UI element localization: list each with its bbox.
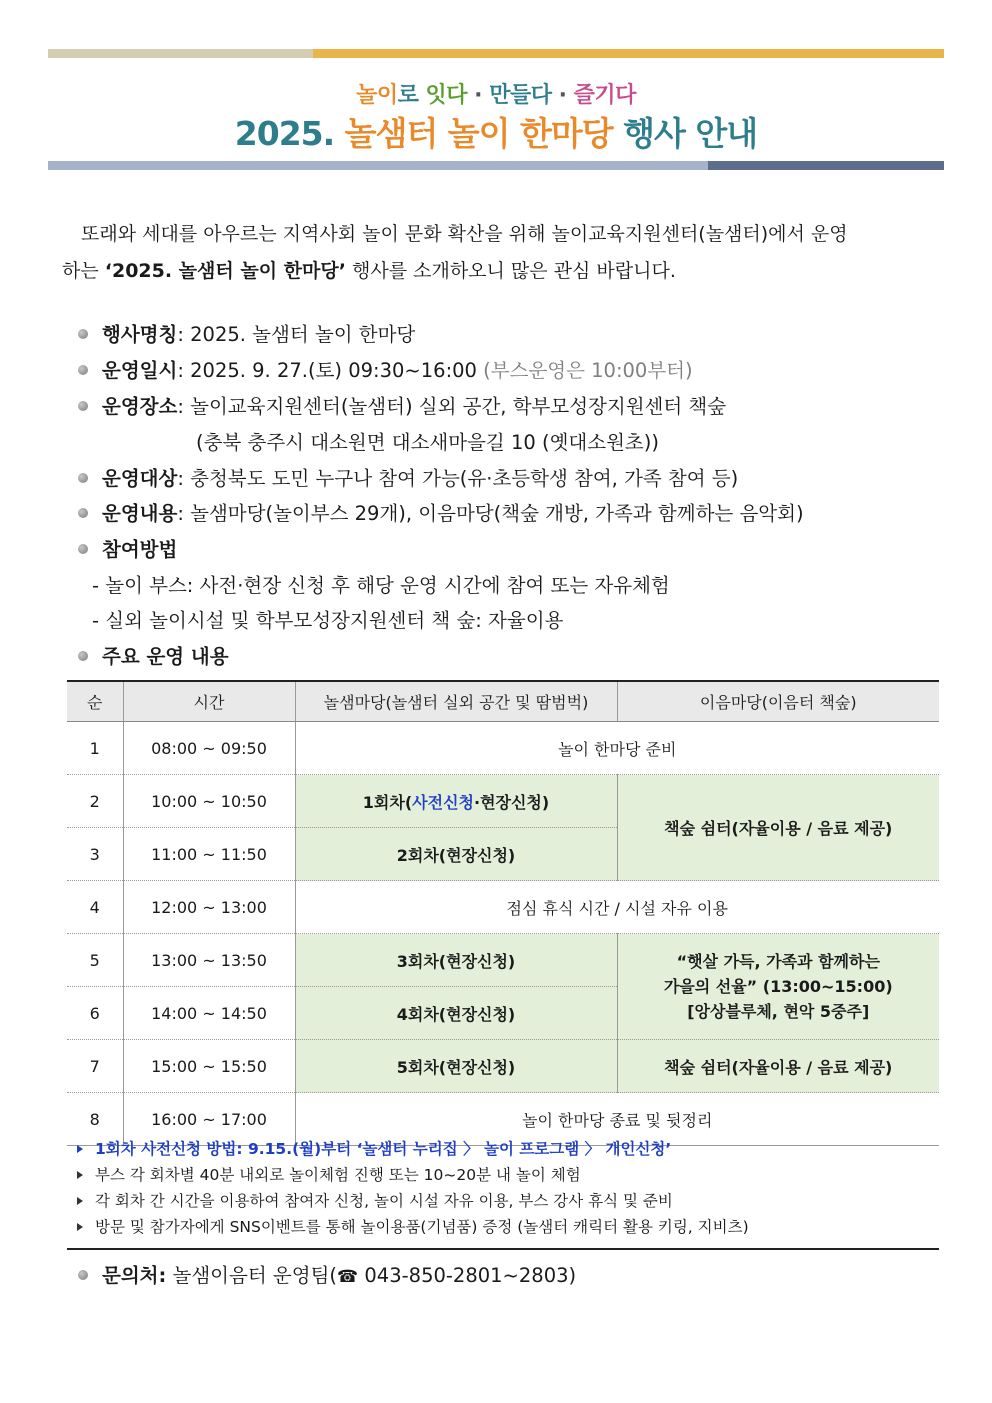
row-no: 8 (67, 1093, 123, 1146)
note-item (67, 1136, 939, 1162)
info-value: : 충청북도 도민 누구나 참여 가능(유·초등학생 참여, 가족 참여 등) (177, 467, 739, 490)
intro-line-2 (62, 253, 928, 290)
info-label: 운영장소 (102, 395, 178, 418)
col-header-time: 시간 (123, 681, 295, 722)
col-header-ieum: 이음마당(이음터 책숲) (617, 681, 939, 722)
info-value: : 놀샘마당(놀이부스 29개), 이음마당(책숲 개방, 가족과 함께하는 음악회) (177, 502, 804, 525)
contact-value: 놀샘이음터 운영팀( (166, 1264, 338, 1287)
slogan-part: 로 (397, 83, 426, 108)
row-time: 15:00 ~ 15:50 (123, 1040, 295, 1093)
session-pre-registration: 사전신청 (412, 792, 474, 812)
note-text: 방문 및 참가자에게 SNS이벤트를 통해 놀이용품(기념품) 증정 (놀샘터 캐릭터 활용 키링, 지비츠) (95, 1218, 749, 1236)
intro-text: 행사를 소개하오니 많은 관심 바랍니다. (345, 260, 676, 282)
info-date (78, 355, 693, 383)
note-text: 부스 각 회차별 40분 내외로 놀이체험 진행 또는 10~20분 내 놀이 체험 (95, 1166, 581, 1184)
triangle-bullet-icon (77, 1223, 83, 1231)
info-target (78, 463, 738, 491)
row-time: 16:00 ~ 17:00 (123, 1093, 295, 1146)
note-item (67, 1188, 939, 1214)
session-text: ·현장신청) (473, 792, 550, 812)
info-label: 운영내용 (102, 502, 178, 525)
contact-phone: 043-850-2801~2803) (358, 1264, 577, 1287)
info-value: : 2025. 놀샘터 놀이 한마당 (177, 323, 416, 346)
table-row (67, 775, 939, 828)
notes-list (67, 1136, 939, 1250)
row-session (295, 775, 617, 828)
row-no: 6 (67, 987, 123, 1040)
note-item (67, 1214, 939, 1240)
triangle-bullet-icon (77, 1197, 83, 1205)
row-time: 12:00 ~ 13:00 (123, 881, 295, 934)
row-ieum: 책숲 쉼터(자율이용 / 음료 제공) (617, 775, 939, 881)
slogan-part: · (467, 83, 490, 108)
triangle-bullet-icon (77, 1145, 83, 1153)
row-time: 11:00 ~ 11:50 (123, 828, 295, 881)
title-part: 2025. (234, 114, 345, 153)
row-merged: 점심 휴식 시간 / 시설 자유 이용 (295, 881, 939, 934)
row-session: 2회차(현장신청) (295, 828, 617, 881)
info-value: : 놀이교육지원센터(놀샘터) 실외 공간, 학부모성장지원센터 책숲 (177, 395, 727, 418)
table-row (67, 722, 939, 775)
table-header-row (67, 681, 939, 722)
info-label: 행사명칭 (102, 323, 178, 346)
row-session: 4회차(현장신청) (295, 987, 617, 1040)
col-header-no: 순 (67, 681, 123, 722)
table-row (67, 1040, 939, 1093)
table-row (67, 881, 939, 934)
bullet-icon (78, 508, 88, 518)
slogan-part: 놀이 (356, 83, 398, 108)
row-session: 5회차(현장신청) (295, 1040, 617, 1093)
row-no: 2 (67, 775, 123, 828)
bullet-icon (78, 1270, 88, 1280)
col-header-nolsaem: 놀샘마당(놀샘터 실외 공간 및 땀범벅) (295, 681, 617, 722)
info-place-address: (충북 충주시 대소원면 대소새마을길 10 (옛대소원초)) (196, 431, 659, 454)
slogan-part: · (551, 83, 574, 108)
row-time: 10:00 ~ 10:50 (123, 775, 295, 828)
page-title (0, 108, 992, 155)
info-event-name (78, 319, 415, 347)
info-method (78, 534, 177, 562)
table-row (67, 934, 939, 987)
slogan-part: 즐기다 (573, 83, 636, 108)
info-place (78, 391, 726, 419)
row-ieum: 책숲 쉼터(자율이용 / 음료 제공) (617, 1040, 939, 1093)
row-concert (617, 934, 939, 1040)
bullet-icon (78, 365, 88, 375)
bullet-icon (78, 329, 88, 339)
concert-line: [앙상블루체, 현악 5중주] (687, 1002, 870, 1021)
row-merged: 놀이 한마당 준비 (295, 722, 939, 775)
intro-paragraph (62, 216, 928, 290)
row-no: 1 (67, 722, 123, 775)
note-text: 각 회차 간 시간을 이용하여 참여자 신청, 놀이 시설 자유 이용, 부스 강사 휴식 및 준비 (95, 1192, 673, 1210)
schedule-table (67, 680, 939, 1146)
top-bar-right (313, 49, 944, 58)
contact-info (78, 1260, 576, 1288)
concert-line: 가을의 선율” (13:00~15:00) (663, 977, 893, 996)
slogan-part: 만들다 (489, 83, 552, 108)
method-item: - 실외 놀이시설 및 학부모성장지원센터 책 숲: 자율이용 (92, 609, 564, 632)
info-label: 참여방법 (102, 538, 178, 561)
top-bar-left (48, 49, 313, 58)
triangle-bullet-icon (77, 1171, 83, 1179)
bullet-icon (78, 651, 88, 661)
info-label: 운영대상 (102, 467, 178, 490)
intro-event-name: ‘2025. 놀샘터 놀이 한마당’ (104, 260, 346, 282)
slogan-part: 잇다 (425, 83, 468, 108)
intro-text: 하는 (62, 260, 105, 282)
info-value: : 2025. 9. 27.(토) 09:30~16:00 (177, 359, 484, 382)
bullet-icon (78, 401, 88, 411)
row-time: 13:00 ~ 13:50 (123, 934, 295, 987)
title-part: 행사 안내 (612, 114, 758, 153)
row-no: 3 (67, 828, 123, 881)
title-part: 놀샘터 놀이 한마당 (344, 114, 613, 153)
info-note: (부스운영은 10:00부터) (483, 359, 693, 382)
session-text: 1회차( (362, 792, 413, 812)
slogan (0, 78, 992, 109)
row-session: 3회차(현장신청) (295, 934, 617, 987)
phone-icon: ☎ (337, 1267, 359, 1287)
contact-label: 문의처: (102, 1264, 167, 1287)
row-time: 14:00 ~ 14:50 (123, 987, 295, 1040)
row-time: 08:00 ~ 09:50 (123, 722, 295, 775)
title-bar-left (48, 161, 708, 170)
row-no: 5 (67, 934, 123, 987)
row-no: 4 (67, 881, 123, 934)
title-bar-right (708, 161, 944, 170)
info-label: 운영일시 (102, 359, 178, 382)
note-item (67, 1162, 939, 1188)
concert-line: “햇살 가득, 가족과 함께하는 (676, 952, 880, 971)
info-main-schedule (78, 641, 229, 669)
intro-line-1: 또래와 세대를 아우르는 지역사회 놀이 문화 확산을 위해 놀이교육지원센터(놀샘터)에서 운영 (81, 223, 848, 245)
info-content (78, 498, 804, 526)
method-item: - 놀이 부스: 사전·현장 신청 후 해당 운영 시간에 참여 또는 자유체험 (92, 574, 670, 597)
note-text: 1회차 사전신청 방법: 9.15.(월)부터 ‘놀샘터 누리집 〉 놀이 프로그램 〉 개인신청’ (95, 1140, 672, 1158)
row-no: 7 (67, 1040, 123, 1093)
bullet-icon (78, 473, 88, 483)
bullet-icon (78, 544, 88, 554)
row-merged: 놀이 한마당 종료 및 뒷정리 (295, 1093, 939, 1146)
info-label: 주요 운영 내용 (102, 645, 229, 668)
